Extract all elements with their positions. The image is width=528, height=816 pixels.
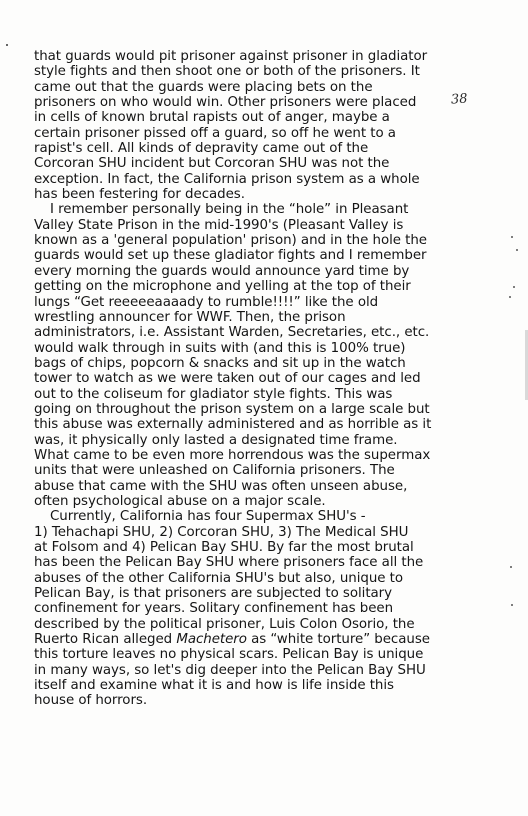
text-line: out to the coliseum for gladiator style fights. This was xyxy=(34,386,393,402)
text-line: in many ways, so let's dig deeper into the Pelican Bay SHU xyxy=(34,662,426,678)
text-line: getting on the microphone and yelling at the top of their xyxy=(34,279,411,295)
text-line: this torture leaves no physical scars. Pelican Bay is unique xyxy=(34,647,424,663)
text-line: would walk through in suits with (and this is 100% true) xyxy=(34,340,406,356)
text-line: Valley State Prison in the mid-1990's (Pleasant Valley is xyxy=(34,217,404,233)
text-line: often psychological abuse on a major scale. xyxy=(34,493,326,509)
text-line: administrators, i.e. Assistant Warden, Secretaries, etc., etc. xyxy=(34,325,430,341)
text-line: 1) Tehachapi SHU, 2) Corcoran SHU, 3) The Medical SHU xyxy=(34,524,409,540)
text-line: tower to watch as we were taken out of our cages and led xyxy=(34,371,421,387)
text-line: guards would set up these gladiator fights and I remember xyxy=(34,248,427,264)
text-line: itself and examine what it is and how is life inside this xyxy=(34,678,394,694)
text-line: Currently, California has four Supermax SHU's - xyxy=(50,509,366,525)
handwritten-page-number: 38 xyxy=(450,91,469,108)
text-line: prisoners on who would win. Other prisoners were placed xyxy=(34,95,417,111)
text-line: has been festering for decades. xyxy=(34,187,245,203)
text-line: that guards would pit prisoner against prisoner in gladiator xyxy=(34,49,428,64)
scan-speck xyxy=(510,566,512,568)
scan-speck xyxy=(511,604,513,606)
text-line: Ruerto Rican alleged Machetero as “white torture” because xyxy=(34,632,430,648)
text-line: every morning the guards would announce yard time by xyxy=(34,263,410,279)
text-line: certain prisoner pissed off a guard, so off he went to a xyxy=(34,125,396,141)
text-line: has been the Pelican Bay SHU where prisoners face all the xyxy=(34,555,424,571)
scan-speck xyxy=(511,236,513,238)
text-line: was, it physically only lasted a designated time frame. xyxy=(34,432,398,448)
text-line: in cells of known brutal rapists out of anger, maybe a xyxy=(34,110,390,126)
text-line: described by the political prisoner, Luis Colon Osorio, the xyxy=(34,616,415,632)
text-line: known as a 'general population' prison) and in the hole the xyxy=(34,233,427,249)
text-line: at Folsom and 4) Pelican Bay SHU. By far the most brutal xyxy=(34,540,414,555)
text-line: abuse that came with the SHU was often unseen abuse, xyxy=(34,478,408,494)
text-line: units that were unleashed on California prisoners. The xyxy=(34,463,395,479)
text-line: exception. In fact, the California prison system as a whole xyxy=(34,171,420,187)
text-line: lungs “Get reeeeeaaaady to rumble!!!!” like the old xyxy=(34,294,379,310)
scan-speck xyxy=(509,296,511,298)
text-line: style fights and then shoot one or both of the prisoners. It xyxy=(34,64,420,80)
text-line: bags of chips, popcorn & snacks and sit up in the watch xyxy=(34,355,406,371)
text-line: going on throughout the prison system on a large scale but xyxy=(34,401,430,417)
text-line: abuses of the other California SHU's but also, unique to xyxy=(34,570,404,586)
text-line: confinement for years. Solitary confinement has been xyxy=(34,601,394,617)
scan-speck xyxy=(516,249,518,251)
text-line: I remember personally being in the “hole” in Pleasant xyxy=(50,202,409,218)
text-line: house of horrors. xyxy=(34,693,148,709)
scan-speck xyxy=(513,286,515,288)
body-text xyxy=(34,49,474,709)
text-line: rapist's cell. All kinds of depravity came out of the xyxy=(34,141,369,157)
scan-speck xyxy=(6,44,8,46)
text-line: Corcoran SHU incident but Corcoran SHU was not the xyxy=(34,156,390,172)
text-line: Pelican Bay, is that prisoners are subjected to solitary xyxy=(34,586,393,602)
text-line: this abuse was externally administered and as horrible as it xyxy=(34,417,432,433)
text-line: What came to be even more horrendous was the supermax xyxy=(34,447,431,463)
text-line: wrestling announcer for WWF. Then, the prison xyxy=(34,309,346,325)
text-line: came out that the guards were placing bets on the xyxy=(34,79,373,95)
